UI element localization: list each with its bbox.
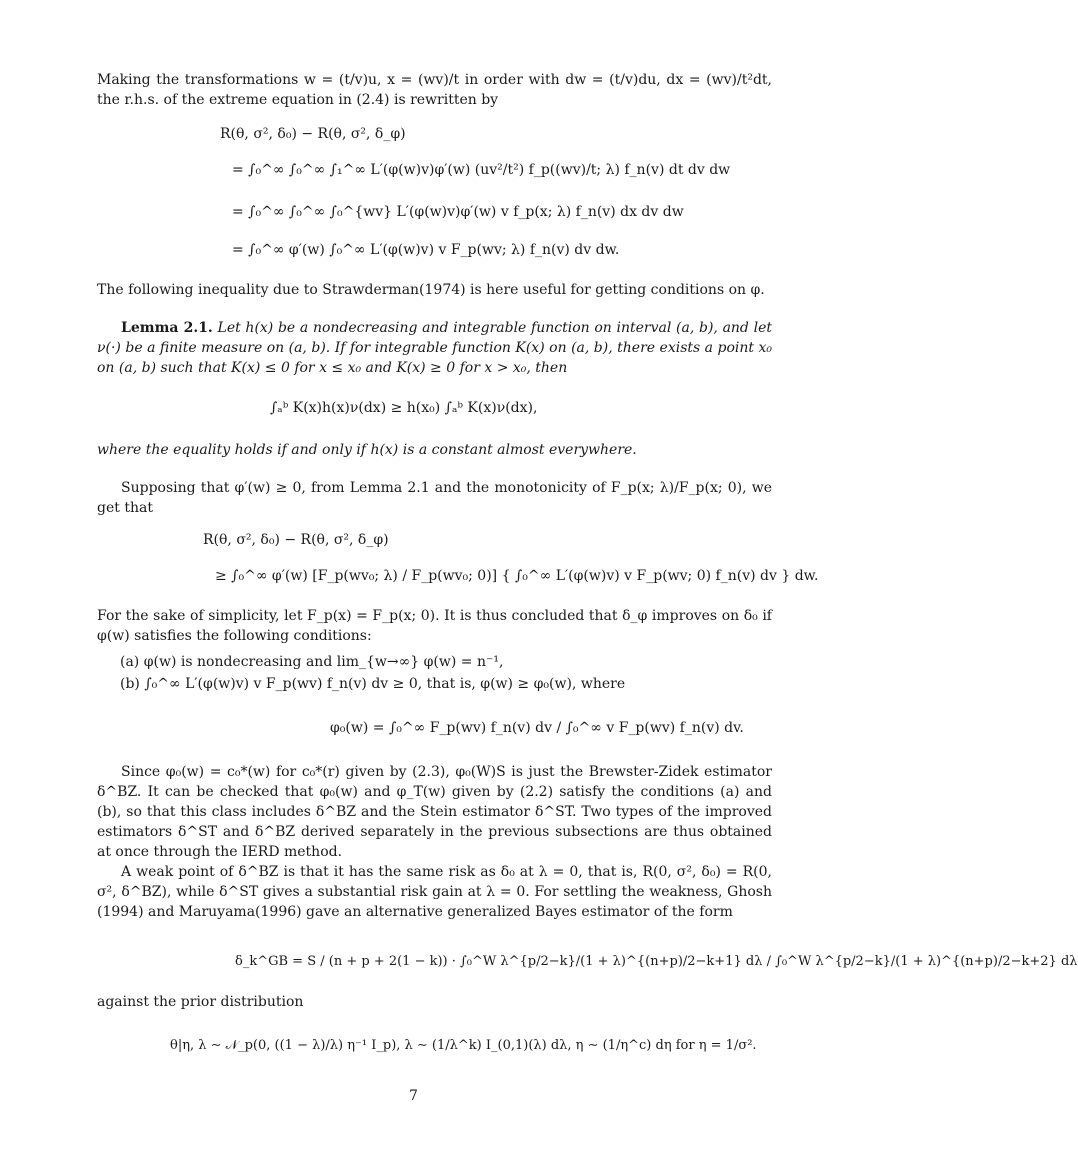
equation-risk-difference-line3: = ∫₀^∞ ∫₀^∞ ∫₀^{wv} L′(φ(w)v)φ′(w) v f_p(x; λ) f_n(v) dx dv dw: [232, 204, 684, 220]
equation-risk-difference-line4: = ∫₀^∞ φ′(w) ∫₀^∞ L′(φ(w)v) v F_p(wv; λ) f_n(v) dv dw.: [232, 242, 620, 258]
lemma-2-1: [97, 318, 772, 378]
paragraph-brewster-zidek: Since φ₀(w) = c₀*(w) for c₀*(r) given by (2.3), φ₀(W)S is just the Brewster-Zidek estimator δ^BZ. It can be checked that φ₀(w) and φ_T(w) given by (2.2) satisfy the conditions (a) and (b), so that this class includes δ^BZ and the Stein estimator δ^ST. Two types of the improved estimators δ^ST and δ^BZ derived separately in the previous subsections are thus obtained at once through the IERD method.: [97, 764, 772, 860]
lemma-statement: Let h(x) be a nondecreasing and integrable function on interval (a, b), and let ν(·) be a finite measure on (a, b). If for integrable function K(x) on (a, b), there exists a point x₀ on (a, b) such that K(x) ≤ 0 for x ≤ x₀ and K(x) ≥ 0 for x > x₀, then: [97, 320, 772, 376]
equation-lower-bound-line1: R(θ, σ², δ₀) − R(θ, σ², δ_φ): [203, 532, 389, 548]
paragraph-transformations: Making the transformations w = (t/v)u, x = (wv)/t in order with dw = (t/v)du, dx = (wv)/t²dt, the r.h.s. of the extreme equation in (2.4) is rewritten by: [97, 72, 772, 108]
lemma-inequality: ∫ₐᵇ K(x)h(x)ν(dx) ≥ h(x₀) ∫ₐᵇ K(x)ν(dx),: [270, 400, 538, 416]
condition-a: (a) φ(w) is nondecreasing and lim_{w→∞} φ(w) = n⁻¹,: [120, 654, 504, 670]
page-number: 7: [409, 1088, 418, 1104]
condition-b: (b) ∫₀^∞ L′(φ(w)v) v F_p(wv) f_n(v) dv ≥ 0, that is, φ(w) ≥ φ₀(w), where: [120, 676, 626, 692]
lemma-conclusion: where the equality holds if and only if h(x) is a constant almost everywhere.: [97, 442, 637, 458]
equation-phi0: φ₀(w) = ∫₀^∞ F_p(wv) f_n(v) dv / ∫₀^∞ v F_p(wv) f_n(v) dv.: [330, 720, 744, 736]
equation-lower-bound-line2: ≥ ∫₀^∞ φ′(w) [F_p(wv₀; λ) / F_p(wv₀; 0)] { ∫₀^∞ L′(φ(w)v) v F_p(wv; 0) f_n(v) dv } dw.: [215, 568, 819, 584]
paragraph-supposing: Supposing that φ′(w) ≥ 0, from Lemma 2.1 and the monotonicity of F_p(x; λ)/F_p(x; 0), we get that: [97, 480, 772, 516]
paragraph-strawderman: The following inequality due to Strawderman(1974) is here useful for getting conditions on φ.: [97, 282, 765, 298]
lemma-label: Lemma 2.1.: [121, 320, 213, 336]
equation-risk-difference-line2: = ∫₀^∞ ∫₀^∞ ∫₁^∞ L′(φ(w)v)φ′(w) (uv²/t²) f_p((wv)/t; λ) f_n(v) dt dv dw: [232, 162, 731, 178]
paragraph-weak-point: A weak point of δ^BZ is that it has the same risk as δ₀ at λ = 0, that is, R(0, σ², δ₀) = R(0, σ², δ^BZ), while δ^ST gives a substantial risk gain at λ = 0. For settling the weakness, Ghosh (1994) and Maruyama(1996) gave an alternative generalized Bayes estimator of the form: [97, 864, 772, 920]
paragraph-prior: against the prior distribution: [97, 994, 304, 1010]
equation-generalized-bayes: δ_k^GB = S / (n + p + 2(1 − k)) · ∫₀^W λ^{p/2−k}/(1 + λ)^{(n+p)/2−k+1} dλ / ∫₀^W λ^{p/2−k}/(1 + λ)^{(n+p)/2−k+2} dλ: [235, 954, 1078, 969]
paragraph-simplicity: For the sake of simplicity, let F_p(x) = F_p(x; 0). It is thus concluded that δ_φ improves on δ₀ if φ(w) satisfies the following conditions:: [97, 608, 772, 644]
equation-prior-distribution: θ|η, λ ∼ 𝒩_p(0, ((1 − λ)/λ) η⁻¹ I_p), λ ∼ (1/λ^k) I_(0,1)(λ) dλ, η ∼ (1/η^c) dη for η = 1/σ².: [170, 1038, 757, 1053]
equation-risk-difference-line1: R(θ, σ², δ₀) − R(θ, σ², δ_φ): [220, 126, 406, 142]
